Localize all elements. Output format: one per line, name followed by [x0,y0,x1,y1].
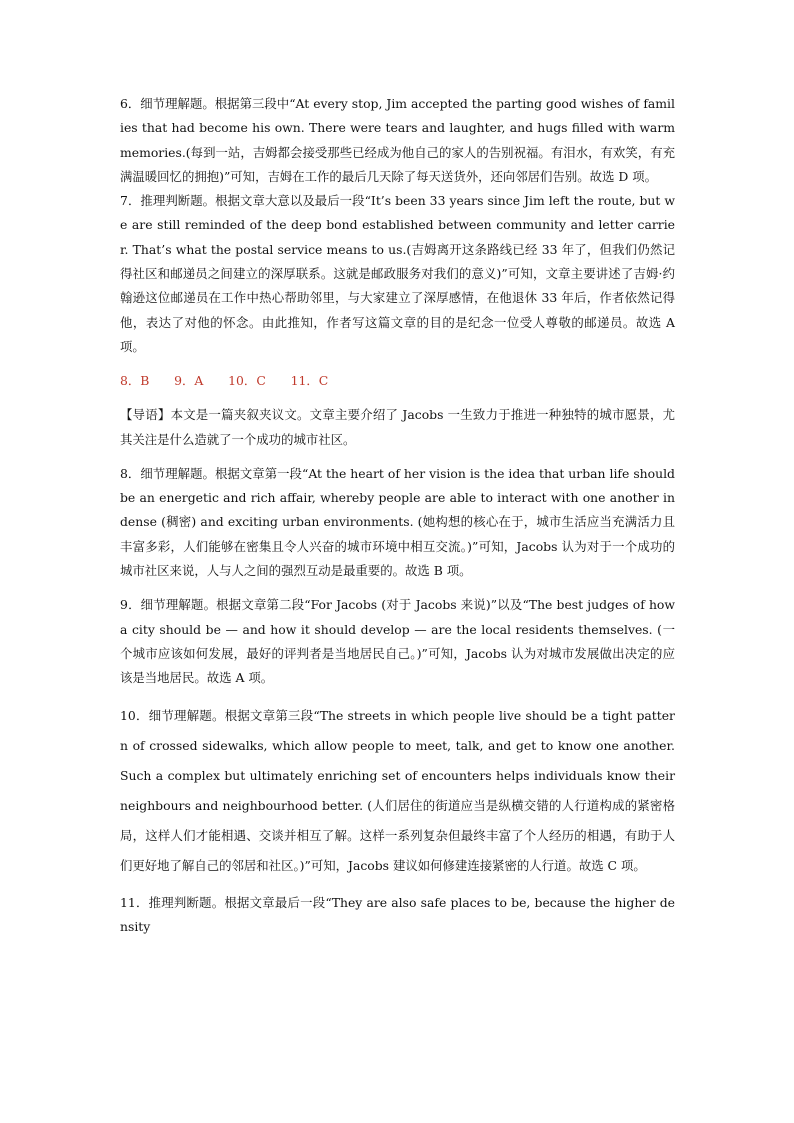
answer-explanation-8: 8．细节理解题。根据文章第一段“At the heart of her vision is the idea that urban life should be an energetic and rich affair, whereby people are able to interact with one another in dense (稠密) and exciting urban environments. (她构想的核心在于，城市生活应当充满活力且丰富多彩，人们能够在密集且令人兴奋的城市环境中相互交流。)”可知，Jacobs 认为对于一个成功的城市社区来说，人与人之间的强烈互动是最重要的。故选 B 项。 [120,465,675,579]
document-page [120,92,675,939]
answer-explanation-7: 7．推理判断题。根据文章大意以及最后一段“It’s been 33 years since Jim left the route, but we are still reminded of the deep bond established between community and letter carrier. That’s what the postal service means to us.(吉姆离开这条路线已经 33 年了，但我们仍然记得社区和邮递员之间建立的深厚联系。这就是邮政服务对我们的意义)”可知，文章主要讲述了吉姆·约翰逊这位邮递员在工作中热心帮助邻里，与大家建立了深厚感情，在他退休 33 年后，作者依然记得他，表达了对他的怀念。由此推知，作者写这篇文章的目的是纪念一位受人尊敬的邮递员。故选 A 项。 [120,193,675,354]
answer-explanation-11: 11．推理判断题。根据文章最后一段“They are also safe places to be, because the higher density [120,894,675,934]
answer-explanation-6: 6．细节理解题。根据第三段中“At every stop, Jim accepted the parting good wishes of families that had become his own. There were tears and laughter, and hugs filled with warm memories.(每到一站，吉姆都会接受那些已经成为他自己的家人的告别祝福。有泪水，有欢笑，有充满温暖回忆的拥抱)”可知，吉姆在工作的最后几天除了每天送货外，还向邻居们告别。故选 D 项。 [120,96,675,184]
answer-explanation-9: 9．细节理解题。根据文章第二段“For Jacobs (对于 Jacobs 来说)”以及“The best judges of how a city should be — and how it should develop — are the local residents themselves. (一个城市应该如何发展，最好的评判者是当地居民自己。)”可知，Jacobs 认为对城市发展做出决定的应该是当地居民。故选 A 项。 [120,597,675,686]
answer-explanation-10: 10．细节理解题。根据文章第三段“The streets in which people live should be a tight pattern of crossed sidewalks, which allow people to meet, talk, and get to know one another. Such a complex but ultimately enriching set of encounters helps individuals know their neighbours and neighbourhood better. (人们居住的街道应当是纵横交错的人行道构成的紧密格局，这样人们才能相遇、交谈并相互了解。这样一系列复杂但最终丰富了个人经历的相遇，有助于人们更好地了解自己的邻居和社区。)”可知，Jacobs 建议如何修建连接紧密的人行道。故选 C 项。 [120,707,675,873]
passage-guide: 【导语】本文是一篇夹叙夹议文。文章主要介绍了 Jacobs 一生致力于推进一种独特的城市愿景，尤其关注是什么造就了一个成功的城市社区。 [120,407,675,447]
answer-key: 8．B 9．A 10．C 11．C [120,373,329,389]
